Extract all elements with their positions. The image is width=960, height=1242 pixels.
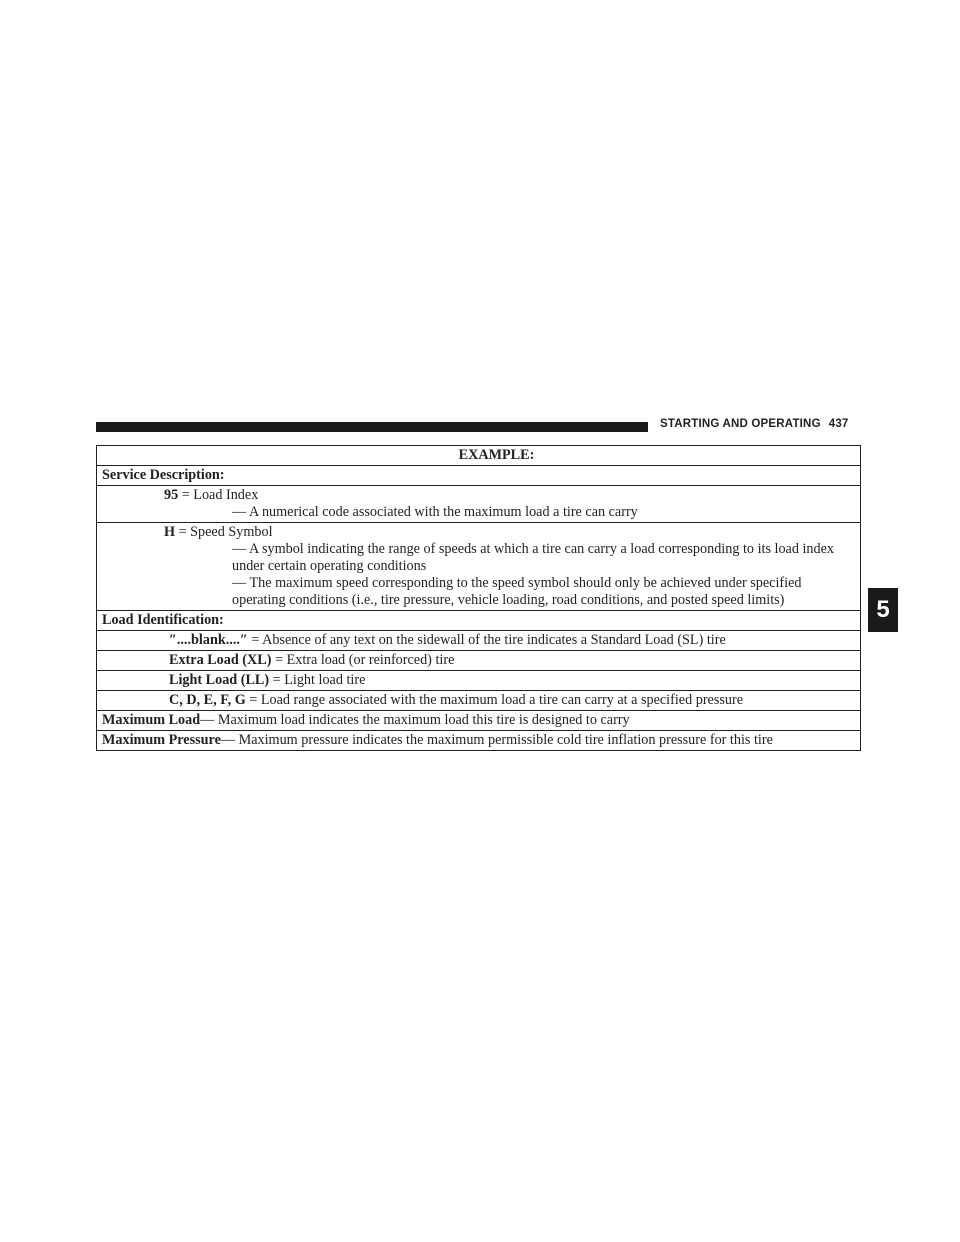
load-id-term: Extra Load (XL) — [169, 652, 272, 668]
maximum-pressure-term: Maximum Pressure — [102, 732, 221, 748]
load-id-term: ″....blank....″ — [169, 632, 248, 648]
load-index-row — [97, 485, 860, 522]
load-id-row-extra — [97, 650, 860, 670]
maximum-pressure-desc: — Maximum pressure indicates the maximum permissible cold tire inflation pressure for this tire — [220, 732, 773, 748]
load-identification-label: Load Identification: — [97, 610, 860, 630]
running-header — [660, 418, 865, 430]
load-index-code: 95 — [164, 487, 179, 503]
speed-symbol-meaning: = Speed Symbol — [178, 524, 273, 540]
maximum-load-desc: — Maximum load indicates the maximum load this tire is designed to carry — [200, 712, 630, 728]
load-id-term: C, D, E, F, G — [169, 692, 246, 708]
table-title: EXAMPLE: — [458, 447, 535, 463]
chapter-tab: 5 — [868, 588, 898, 632]
load-id-desc: = Load range associated with the maximum load a tire can carry at a specified pressure — [245, 692, 744, 708]
speed-symbol-desc-1: — A symbol indicating the range of speeds at which a tire can carry a load corresponding to its load index under certain operating conditions — [232, 541, 835, 574]
speed-symbol-row — [97, 522, 860, 610]
maximum-pressure-row — [97, 730, 860, 750]
load-index-meaning: = Load Index — [181, 487, 259, 503]
load-id-desc: = Absence of any text on the sidewall of the tire indicates a Standard Load (SL) tire — [247, 632, 726, 648]
load-id-row-light — [97, 670, 860, 690]
tire-sidewall-example-table — [96, 445, 861, 751]
maximum-load-term: Maximum Load — [102, 712, 201, 728]
load-index-desc: — A numerical code associated with the maximum load a tire can carry — [232, 504, 638, 520]
load-id-desc: = Light load tire — [269, 672, 366, 688]
load-id-desc: = Extra load (or reinforced) tire — [271, 652, 455, 668]
load-id-row-range — [97, 690, 860, 710]
speed-symbol-desc-2: — The maximum speed corresponding to the speed symbol should only be achieved under specified operating conditions (i.e., tire pressure, vehicle loading, road conditions, and posted speed limits) — [232, 575, 802, 608]
load-id-row-standard — [97, 630, 860, 650]
speed-symbol-code: H — [164, 524, 176, 540]
maximum-load-row — [97, 710, 860, 730]
header-rule — [96, 422, 648, 432]
page-number: 437 — [828, 418, 849, 430]
section-title: STARTING AND OPERATING — [660, 418, 821, 430]
service-description-label: Service Description: — [97, 465, 860, 485]
load-id-term: Light Load (LL) — [169, 672, 270, 688]
